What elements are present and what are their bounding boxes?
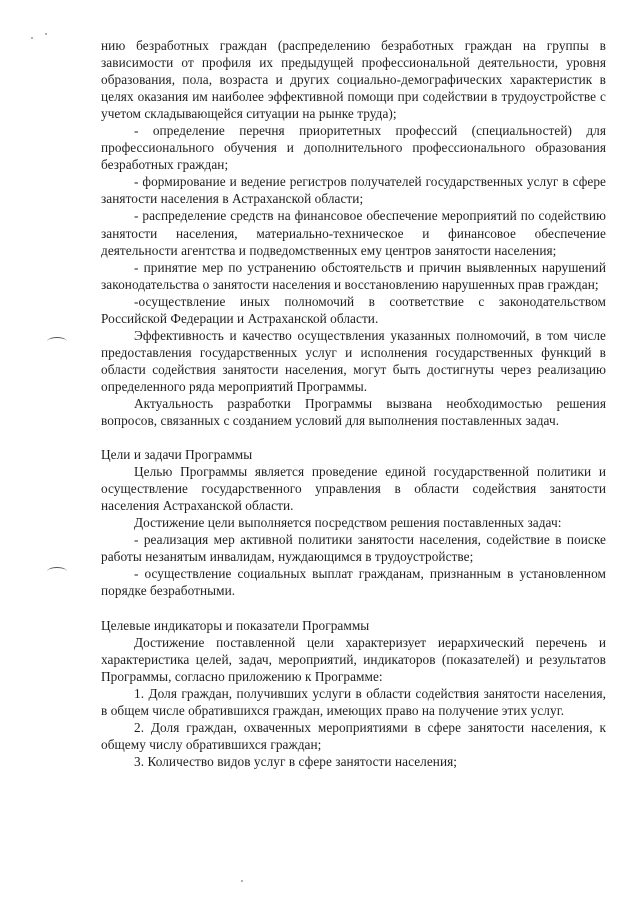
list-item: - формирование и ведение регистров получателей государственных услуг в сфере занятости населения в Астраханской области; [101,174,606,207]
paragraph: Целью Программы является проведение единой государственной политики и осуществление государственного управления в области содействия занятости населения Астраханской области. [101,464,606,514]
scan-speck [241,880,243,882]
list-item: - принятие мер по устранению обстоятельств и причин выявленных нарушений законодательства о занятости населения и восстановлению нарушенных прав граждан; [101,259,606,292]
scan-speck [31,37,33,39]
paragraph: Достижение цели выполняется посредством решения поставленных задач: [134,515,562,531]
paragraph: Актуальность разработки Программы вызвана необходимостью решения вопросов, связанных с созданием условий для выполнения поставленных задач. [101,395,606,429]
margin-mark [47,337,67,346]
list-item: - осуществление социальных выплат гражданам, признанным в установленном порядке безработными. [101,566,606,599]
document-body [101,37,606,770]
section-heading-goals: Цели и задачи Программы [101,447,253,463]
paragraph-continuation: нию безработных граждан (распределению безработных граждан на группы в зависимости от профиля их предыдущей профессиональной деятельности, уровня образования, пола, возраста и других социально-демографических характеристик в целях оказания им наиболее эффективной помощи при содействии в трудоустройстве с учетом складывающейся ситуации на рынке труда); [101,38,606,122]
list-item: 2. Доля граждан, охваченных мероприятиями в сфере занятости населения, к общему числу обратившихся граждан; [101,719,606,752]
section-heading-indicators: Целевые индикаторы и показатели Программы [101,617,370,633]
list-item: -осуществление иных полномочий в соответствие с законодательством Российской Федерации и Астраханской области. [101,293,606,326]
list-item: - определение перечня приоритетных профессий (специальностей) для профессионального обучения и дополнительного профессионального образования безработных граждан; [101,123,606,173]
scan-speck [45,33,47,35]
list-item: 1. Доля граждан, получивших услуги в области содействия занятости населения, в общем числе обратившихся граждан, имеющих право на получение этих услуг. [101,685,606,718]
paragraph: Достижение поставленной цели характеризует иерархический перечень и характеристика целей, задач, мероприятий, индикаторов (показателей) и результатов Программы, согласно приложению к Программе: [101,634,606,684]
list-item: - реализация мер активной политики занятости населения, содействие в поиске работы незанятым инвалидам, нуждающимся в трудоустройстве; [101,532,606,565]
list-item: - распределение средств на финансовое обеспечение мероприятий по содействию занятости населения, материально-техническое и финансовое обеспечение деятельности агентства и подведомственных ему центров занятости населения; [101,208,606,258]
list-item: 3. Количество видов услуг в сфере занятости населения; [134,753,458,769]
paragraph: Эффективность и качество осуществления указанных полномочий, в том числе предоставления государственных услуг и исполнения государственных функций в области содействия занятости населения, могут быть достигнуты через реализацию определенного ряда мероприятий Программы. [101,327,606,394]
margin-mark [47,567,67,576]
